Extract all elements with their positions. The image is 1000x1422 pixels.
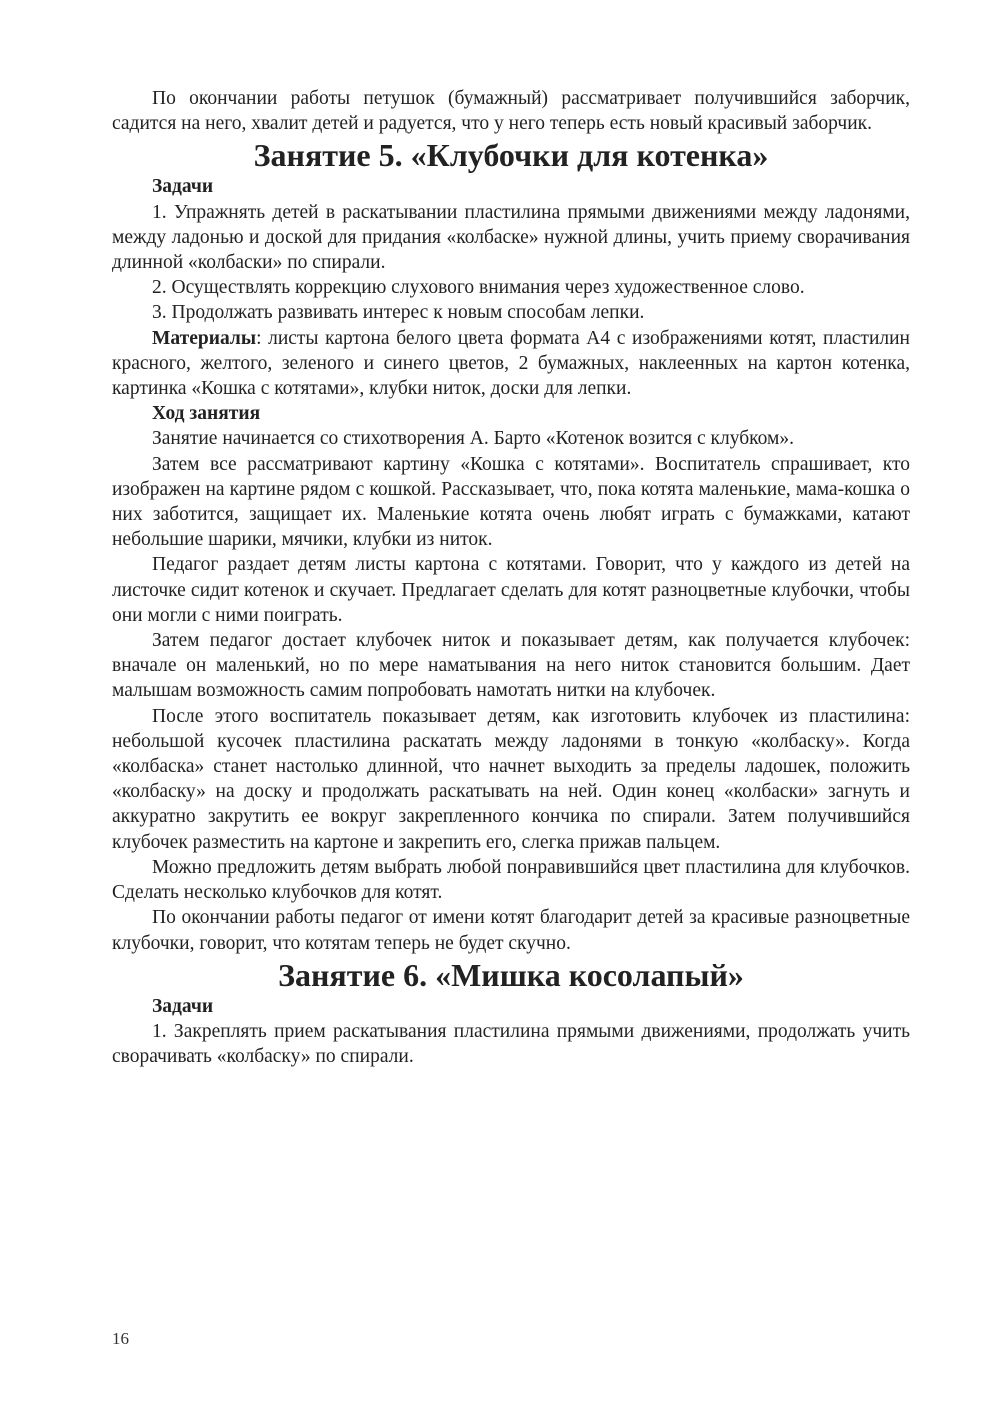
intro-paragraph: По окончании работы петушок (бумажный) рассматривает получившийся заборчик, садится на него, хвалит детей и радуется, что у него теперь есть новый красивый заборчик.	[112, 88, 910, 135]
lesson6-task: 1. Закреплять прием раскатывания пластилина прямыми движениями, продолжать учить сворачивать «колбаску» по спирали.	[112, 1020, 910, 1068]
lesson5-course-paragraph: Педагог раздает детям листы картона с котятами. Говорит, что у каждого из детей на листочке сидит котенок и скучает. Предлагает сделать для котят разноцветные клубочки, чтобы они могли с ними поиграть.	[112, 554, 910, 626]
lesson5-course-heading: Ход занятия	[152, 403, 261, 425]
materials-label: Материалы	[152, 327, 257, 349]
lesson6-tasks-heading: Задачи	[152, 995, 214, 1017]
lesson5-materials	[112, 326, 910, 402]
lesson5-task: 3. Продолжать развивать интерес к новым способам лепки.	[152, 302, 645, 324]
lesson5-course-paragraph: Затем педагог достает клубочек ниток и показывает детям, как получается клубочек: вначале он маленький, но по мере наматывания на него ниток становится большим. Дает малышам возможность самим попробовать намотать нитки на клубочек.	[112, 630, 910, 702]
page-number: 16	[112, 1329, 129, 1348]
materials-text: : листы картона белого цвета формата А4 с изображениями котят, пластилин красного, желтого, зеленого и синего цветов, 2 бумажных, наклеенных на картон котенка, картинка «Кошка с котятами», клубки ниток, доски для лепки.	[112, 327, 910, 400]
lesson5-course-paragraph: Затем все рассматривают картину «Кошка с котятами». Воспитатель спрашивает, кто изображен на картине рядом с кошкой. Рассказывает, что, пока котята маленькие, мама-кошка о них заботится, защищает их. Маленькие котята очень любят играть с бумажками, катают небольшие шарики, мячики, клубки из ниток.	[112, 453, 910, 551]
page-content	[112, 86, 910, 1069]
lesson5-course-paragraph: После этого воспитатель показывает детям, как изготовить клубочек из пластилина: небольшой кусочек пластилина раскатать между ладонями в тонкую «колбаску». Когда «колбаска» станет настолько длинной, что начнет выходить за пределы ладошек, положить «колбаску» на доску и продолжать раскатывать на ней. Один конец «колбаски» загнуть и аккуратно закрутить ее вокруг закрепленного кончика по спирали. Затем получившийся клубочек разместить на картоне и закрепить его, слегка прижав пальцем.	[112, 705, 910, 853]
lesson5-course-paragraph: По окончании работы педагог от имени котят благодарит детей за красивые разноцветные клубочки, говорит, что котятам теперь не будет скучно.	[112, 907, 910, 954]
lesson5-course-paragraph: Занятие начинается со стихотворения А. Барто «Котенок возится с клубком».	[152, 428, 794, 450]
lesson5-task: 2. Осуществлять коррекцию слухового внимания через художественное слово.	[152, 277, 805, 299]
lesson6-title: Занятие 6. «Мишка косолапый»	[278, 956, 744, 993]
lesson5-tasks-heading: Задачи	[152, 176, 214, 198]
lesson5-course-paragraph: Можно предложить детям выбрать любой понравившийся цвет пластилина для клубочков. Сделать несколько клубочков для котят.	[112, 856, 910, 904]
lesson5-task: 1. Упражнять детей в раскатывании пластилина прямыми движениями между ладонями, между ладонью и доской для придания «колбаске» нужной длины, учить приему сворачивания длинной «колбаски» по спирали.	[112, 201, 910, 274]
lesson5-title: Занятие 5. «Клубочки для котенка»	[253, 137, 769, 174]
